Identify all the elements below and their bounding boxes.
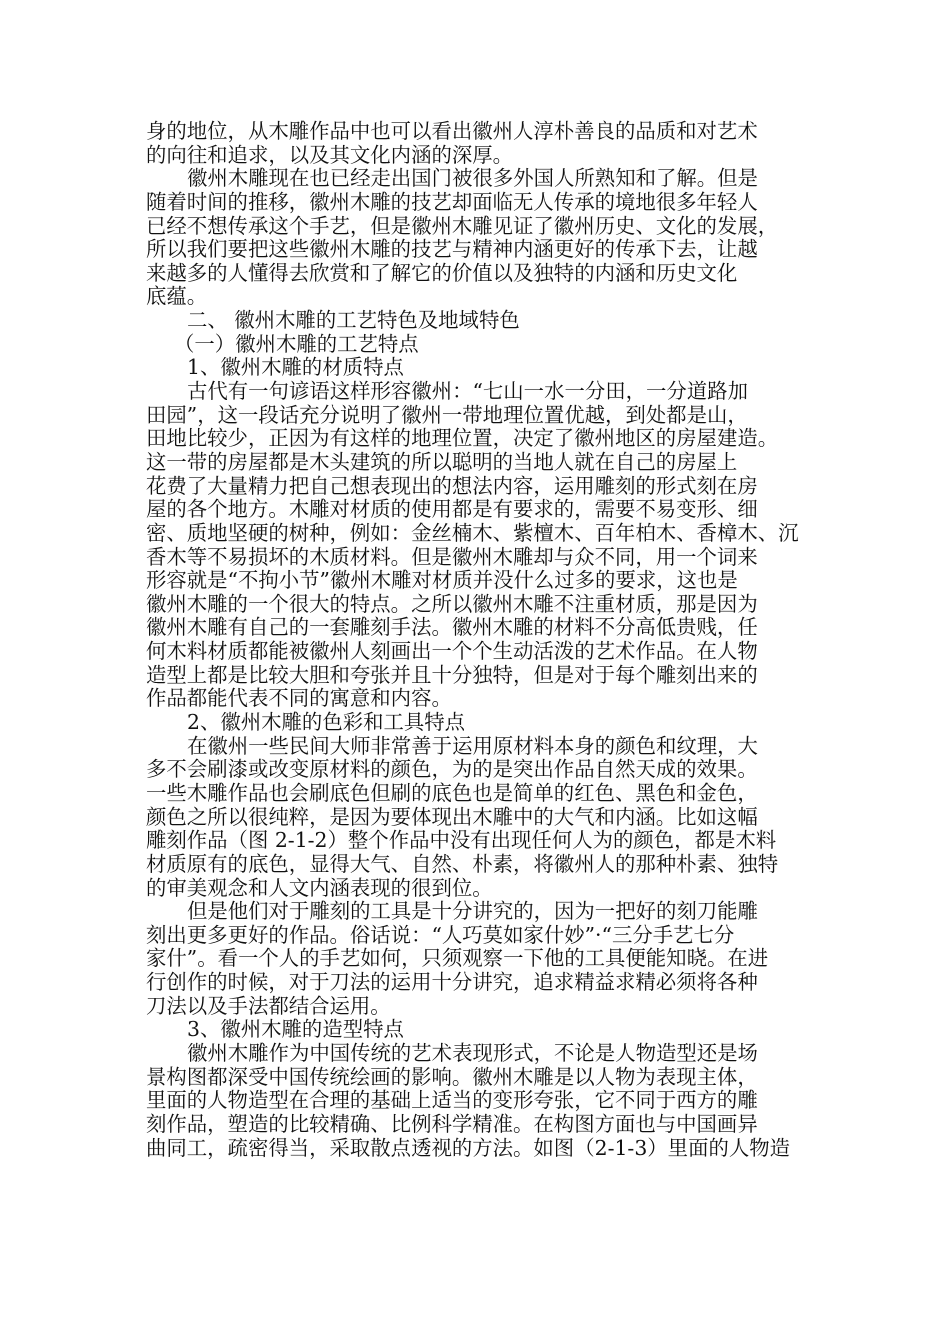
paragraph-line: 雕刻作品（图 2-1-2）整个作品中没有出现任何人为的颜色，都是木料 (146, 828, 777, 853)
paragraph-line: 刀法以及手法都结合运用。 (146, 993, 391, 1018)
paragraph-line: 颜色之所以很纯粹，是因为要体现出木雕中的大气和内涵。比如这幅 (146, 804, 758, 829)
paragraph-line-indented: 徽州木雕现在也已经走出国门被很多外国人所熟知和了解。但是 (187, 166, 758, 191)
paragraph-line-indented: 2、徽州木雕的色彩和工具特点 (187, 710, 466, 735)
paragraph-line-indented: 在徽州一些民间大师非常善于运用原材料本身的颜色和纹理，大 (187, 733, 758, 758)
paragraph-line: 行创作的时候，对于刀法的运用十分讲究，追求精益求精必须将各种 (146, 970, 758, 995)
paragraph-line: 所以我们要把这些徽州木雕的技艺与精神内涵更好的传承下去，让越 (146, 237, 758, 262)
paragraph-line-indented: 古代有一句谚语这样形容徽州：“七山一水一分田，一分道路加 (187, 379, 748, 404)
paragraph-line: 形容就是“不拘小节”徽州木雕对材质并没什么过多的要求，这也是 (146, 568, 738, 593)
paragraph-line-indented: （一）徽州木雕的工艺特点 (174, 331, 419, 356)
paragraph-line: 徽州木雕的一个很大的特点。之所以徽州木雕不注重材质，那是因为 (146, 591, 758, 616)
document-page (146, 120, 810, 1160)
paragraph-line: 身的地位，从木雕作品中也可以看出徽州人淳朴善良的品质和对艺术 (146, 119, 758, 143)
paragraph-line: 密、质地坚硬的树种，例如：金丝楠木、紫檀木、百年柏木、香樟木、沉 (146, 520, 799, 545)
paragraph-line-indented: 但是他们对于雕刻的工具是十分讲究的，因为一把好的刻刀能雕 (187, 899, 758, 924)
paragraph-line: 来越多的人懂得去欣赏和了解它的价值以及独特的内涵和历史文化 (146, 260, 738, 285)
paragraph-line: 田地比较少，正因为有这样的地理位置，决定了徽州地区的房屋建造。 (146, 426, 779, 451)
paragraph-line-indented: 3、徽州木雕的造型特点 (187, 1017, 404, 1042)
paragraph-line: 材质原有的底色，显得大气、自然、朴素，将徽州人的那种朴素、独特 (146, 851, 779, 876)
paragraph-line: 景构图都深受中国传统绘画的影响。徽州木雕是以人物为表现主体， (146, 1064, 758, 1089)
paragraph-line-indented: 徽州木雕作为中国传统的艺术表现形式，不论是人物造型还是场 (187, 1040, 758, 1065)
paragraph-line: 何木料材质都能被徽州人刻画出一个个生动活泼的艺术作品。在人物 (146, 639, 758, 664)
paragraph-line: 花费了大量精力把自己想表现出的想法内容，运用雕刻的形式刻在房 (146, 473, 758, 498)
paragraph-line: 的向往和追求，以及其文化内涵的深厚。 (146, 142, 514, 167)
paragraph-line: 屋的各个地方。木雕对材质的使用都是有要求的，需要不易变形、细 (146, 497, 758, 522)
paragraph-line: 曲同工，疏密得当，采取散点透视的方法。如图（2-1-3）里面的人物造 (146, 1135, 791, 1160)
paragraph-line: 作品都能代表不同的寓意和内容。 (146, 686, 452, 711)
paragraph-line: 底蕴。 (146, 284, 208, 309)
paragraph-line: 的审美观念和人文内涵表现的很到位。 (146, 875, 493, 900)
paragraph-line: 造型上都是比较大胆和夸张并且十分独特，但是对于每个雕刻出来的 (146, 662, 758, 687)
paragraph-line: 一些木雕作品也会刷底色但刷的底色也是简单的红色、黑色和金色， (146, 780, 758, 805)
paragraph-line: 多不会刷漆或改变原材料的颜色，为的是突出作品自然天成的效果。 (146, 757, 758, 782)
paragraph-line: 刻作品，塑造的比较精确、比例科学精准。在构图方面也与中国画异 (146, 1111, 758, 1136)
paragraph-line: 田园”，这一段话充分说明了徽州一带地理位置优越，到处都是山， (146, 402, 748, 427)
paragraph-line-indented: 二、 徽州木雕的工艺特色及地域特色 (187, 308, 520, 333)
paragraph-line: 徽州木雕有自己的一套雕刻手法。徽州木雕的材料不分高低贵贱，任 (146, 615, 758, 640)
paragraph-line: 香木等不易损坏的木质材料。但是徽州木雕却与众不同，用一个词来 (146, 544, 758, 569)
paragraph-line: 家什”。看一个人的手艺如何，只须观察一下他的工具便能知晓。在进 (146, 946, 769, 971)
paragraph-line: 这一带的房屋都是木头建筑的所以聪明的当地人就在自己的房屋上 (146, 449, 738, 474)
paragraph-line: 随着时间的推移，徽州木雕的技艺却面临无人传承的境地很多年轻人 (146, 189, 758, 214)
paragraph-line: 刻出更多更好的作品。俗话说：“人巧莫如家什妙”·“三分手艺七分 (146, 922, 735, 947)
paragraph-line: 里面的人物造型在合理的基础上适当的变形夸张，它不同于西方的雕 (146, 1088, 758, 1113)
paragraph-line-indented: 1、徽州木雕的材质特点 (187, 355, 404, 380)
paragraph-line: 已经不想传承这个手艺，但是徽州木雕见证了徽州历史、文化的发展， (146, 213, 779, 238)
